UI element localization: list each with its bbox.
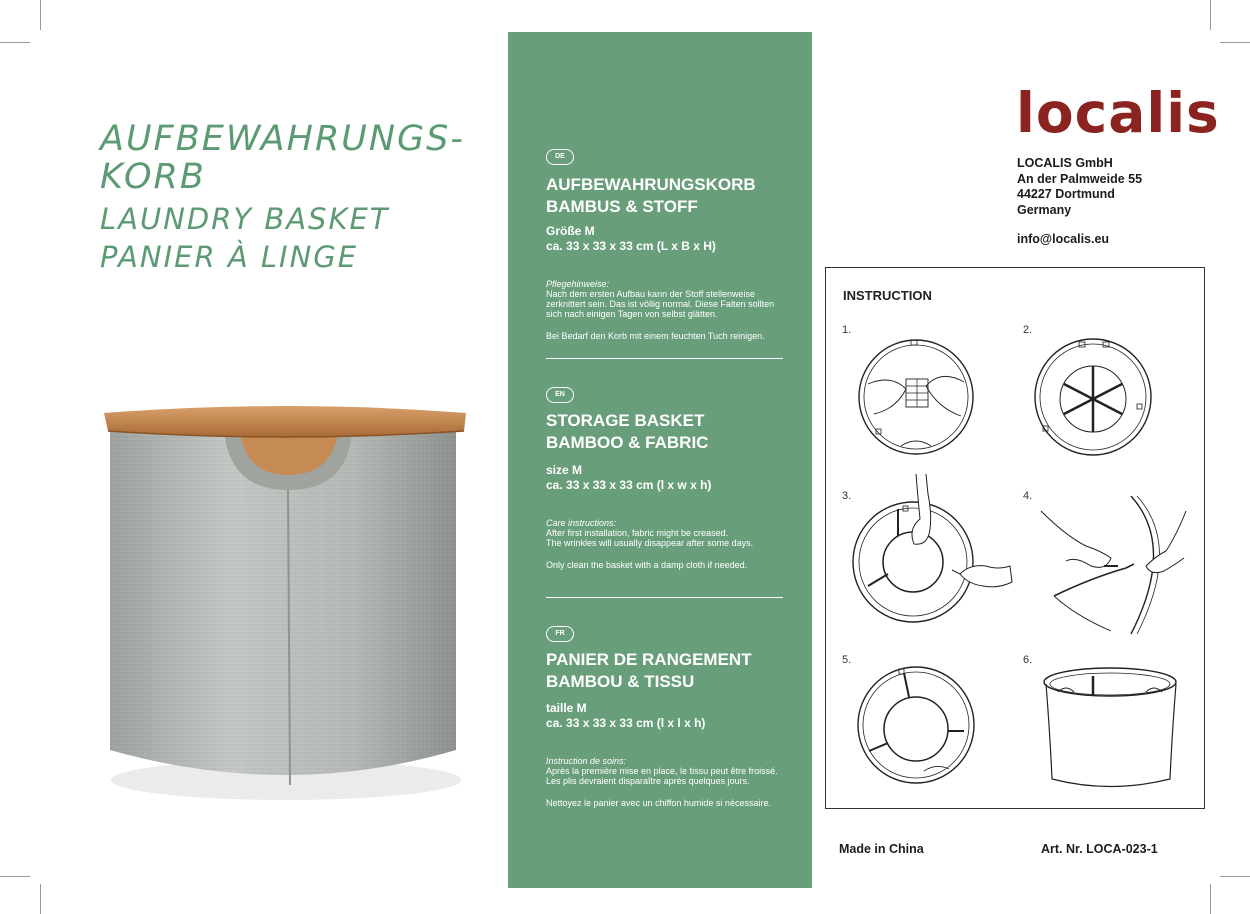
crop-mark bbox=[40, 884, 41, 914]
company-email: info@localis.eu bbox=[1017, 232, 1110, 246]
step-number-5: 5. bbox=[842, 654, 852, 666]
de-heading-1: AUFBEWAHRUNGSKORB bbox=[546, 175, 756, 194]
step-number-2: 2. bbox=[1023, 324, 1033, 336]
step-3-illustration bbox=[848, 474, 1018, 626]
en-care-heading: Care instructions: bbox=[546, 518, 617, 528]
fr-heading-2: BAMBOU & TISSU bbox=[546, 672, 695, 691]
en-care-line-1: After first installation, fabric might be creased. bbox=[546, 528, 729, 538]
crop-mark bbox=[0, 876, 30, 877]
lang-badge-fr: FR bbox=[546, 626, 574, 642]
made-in-label: Made in China bbox=[839, 842, 924, 856]
divider bbox=[546, 597, 783, 598]
de-size bbox=[546, 224, 796, 254]
fr-care-note: Nettoyez le panier avec un chiffon humide si nécessaire. bbox=[546, 798, 771, 808]
crop-mark bbox=[1210, 884, 1211, 914]
step-number-4: 4. bbox=[1023, 490, 1033, 502]
en-heading-1: STORAGE BASKET bbox=[546, 411, 705, 430]
en-size-label: size M bbox=[546, 463, 583, 477]
fr-care-heading: Instruction de soins: bbox=[546, 756, 627, 766]
step-2-illustration bbox=[1031, 334, 1156, 459]
fr-care-line-2: Les plis devraient disparaître après quelques jours. bbox=[546, 776, 750, 786]
company-name: LOCALIS GmbH bbox=[1017, 156, 1113, 170]
fr-care-line-1: Après la première mise en place, le tissu peut être froissé. bbox=[546, 766, 778, 776]
step-number-1: 1. bbox=[842, 324, 852, 336]
de-care-heading: Pflegehinweise: bbox=[546, 279, 610, 289]
title-line-fr: PANIER À LINGE bbox=[100, 240, 359, 274]
step-5-illustration bbox=[854, 663, 979, 788]
step-number-6: 6. bbox=[1023, 654, 1033, 666]
lang-badge-en: EN bbox=[546, 387, 574, 403]
laundry-basket-photo bbox=[100, 395, 470, 805]
product-info-panel bbox=[508, 32, 812, 888]
en-care-note: Only clean the basket with a damp cloth if needed. bbox=[546, 560, 748, 570]
step-1-illustration bbox=[856, 334, 976, 459]
company-street: An der Palmweide 55 bbox=[1017, 171, 1143, 186]
company-city: 44227 Dortmund bbox=[1017, 187, 1115, 201]
en-care bbox=[546, 518, 791, 570]
instruction-box bbox=[825, 267, 1205, 809]
fr-care bbox=[546, 756, 791, 808]
crop-mark bbox=[1220, 876, 1250, 877]
en-size bbox=[546, 463, 796, 493]
lang-badge-de: DE bbox=[546, 149, 574, 165]
fr-size bbox=[546, 701, 796, 731]
en-care-line-2: The wrinkles will usually disappear after some days. bbox=[546, 538, 754, 548]
de-care-line-2: zerknittert sein. Das ist völlig normal. Diese Falten sollten bbox=[546, 299, 775, 309]
step-number-3: 3. bbox=[842, 490, 852, 502]
de-heading-2: BAMBUS & STOFF bbox=[546, 197, 698, 216]
crop-mark bbox=[1210, 0, 1211, 30]
fr-size-label: taille M bbox=[546, 701, 587, 715]
title-line-de-2: KORB bbox=[100, 157, 206, 197]
title-line-de-1: AUFBEWAHRUNGS- bbox=[100, 119, 466, 159]
crop-mark bbox=[0, 42, 30, 43]
divider bbox=[546, 358, 783, 359]
crop-mark bbox=[40, 0, 41, 30]
fr-heading-1: PANIER DE RANGEMENT bbox=[546, 650, 752, 669]
de-size-label: Größe M bbox=[546, 224, 595, 238]
de-care-line-3: sich nach einigen Tagen von selbst glätten. bbox=[546, 309, 718, 319]
company-logo: localis bbox=[1016, 81, 1220, 145]
fr-dimensions: ca. 33 x 33 x 33 cm (l x l x h) bbox=[546, 716, 706, 730]
step-4-illustration bbox=[1036, 496, 1192, 636]
de-dimensions: ca. 33 x 33 x 33 cm (L x B x H) bbox=[546, 239, 716, 253]
company-country: Germany bbox=[1017, 202, 1072, 217]
en-dimensions: ca. 33 x 33 x 33 cm (l x w x h) bbox=[546, 478, 712, 492]
de-care-line-1: Nach dem ersten Aufbau kann der Stoff stellenweise bbox=[546, 289, 755, 299]
en-heading-2: BAMBOO & FABRIC bbox=[546, 433, 709, 452]
company-address bbox=[1017, 156, 1142, 218]
step-6-illustration bbox=[1038, 664, 1183, 794]
crop-mark bbox=[1220, 42, 1250, 43]
article-number: Art. Nr. LOCA-023-1 bbox=[1041, 842, 1158, 856]
title-line-en: LAUNDRY BASKET bbox=[100, 202, 390, 236]
de-care bbox=[546, 279, 791, 341]
instruction-title: INSTRUCTION bbox=[843, 288, 932, 303]
de-care-note: Bei Bedarf den Korb mit einem feuchten Tuch reinigen. bbox=[546, 331, 765, 341]
